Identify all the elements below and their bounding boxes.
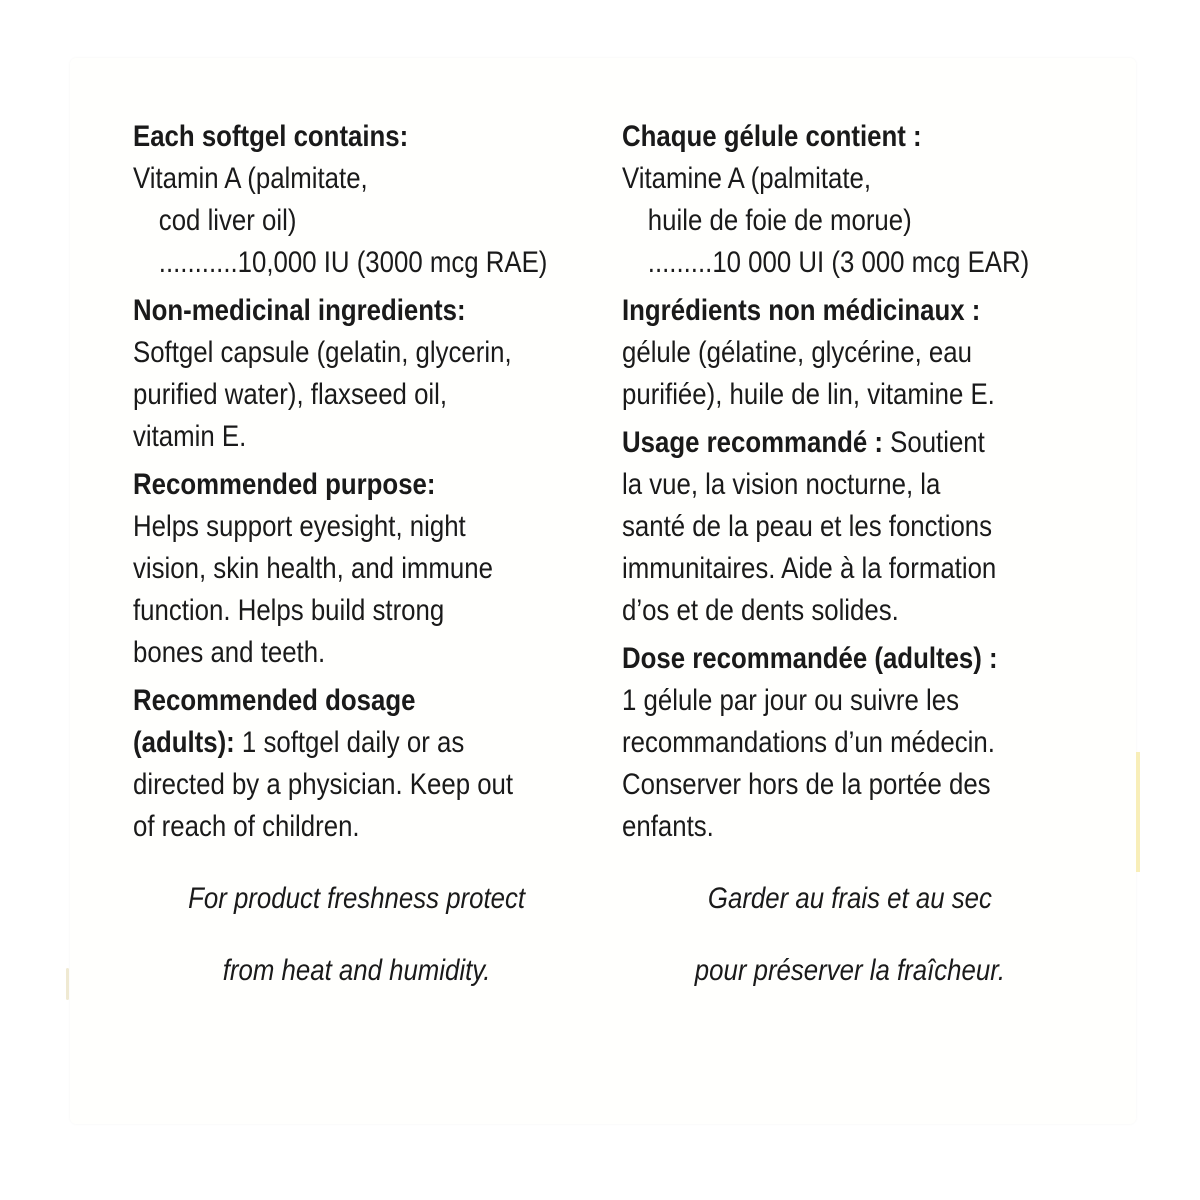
english-column	[133, 116, 580, 1022]
fr-contains-heading: Chaque gélule contient :	[622, 120, 922, 153]
fr-usage-line: d’os et de dents solides.	[622, 594, 899, 627]
en-contains-line2: cod liver oil)	[158, 204, 297, 237]
fr-usage-text: Soutient	[882, 426, 985, 459]
en-dosage-text: 1 softgel daily or as	[234, 726, 465, 759]
fr-usage-line	[622, 422, 1078, 464]
en-dosage-line: directed by a physician. Keep out	[133, 768, 514, 801]
en-storage-note	[133, 878, 580, 992]
en-ingredients-heading: Non-medicinal ingredients:	[133, 294, 466, 327]
fr-storage-line: pour préserver la fraîcheur.	[694, 954, 1006, 987]
fr-contains-line1: Vitamine A (palmitate,	[622, 162, 872, 195]
en-contains-section	[133, 116, 580, 284]
fr-usage-line: immunitaires. Aide à la formation	[622, 552, 997, 585]
fr-storage-note	[622, 878, 1078, 992]
en-ingredients-line: purified water), flaxseed oil,	[133, 378, 448, 411]
en-storage-line: from heat and humidity.	[222, 954, 491, 987]
fr-usage-heading: Usage recommandé :	[622, 426, 883, 459]
fr-dose-line: 1 gélule par jour ou suivre les	[622, 684, 960, 717]
left-edge-mark	[66, 968, 69, 1000]
en-ingredients-section	[133, 290, 580, 458]
fr-dose-line: recommandations d’un médecin.	[622, 726, 995, 759]
en-purpose-section	[133, 464, 580, 674]
fr-dose-line: Conserver hors de la portée des	[622, 768, 991, 801]
en-dosage-line	[133, 722, 580, 764]
fr-storage-line: Garder au frais et au sec	[707, 882, 992, 915]
en-dosage-heading: Recommended dosage	[133, 684, 416, 717]
en-contains-heading: Each softgel contains:	[133, 120, 409, 153]
fr-dose-heading: Dose recommandée (adultes) :	[622, 642, 998, 675]
fr-contains-section	[622, 116, 1078, 284]
fr-dose-section	[622, 638, 1078, 848]
en-ingredients-line: vitamin E.	[133, 420, 247, 453]
fr-usage-line: santé de la peau et les fonctions	[622, 510, 993, 543]
en-ingredients-line: Softgel capsule (gelatin, glycerin,	[133, 336, 512, 369]
en-storage-line: For product freshness protect	[188, 882, 526, 915]
en-dosage-heading-adults: (adults):	[133, 726, 235, 759]
en-dosage-section	[133, 680, 580, 848]
fr-contains-line2: huile de foie de morue)	[647, 204, 912, 237]
fr-usage-section	[622, 422, 1078, 632]
fr-ingredients-heading: Ingrédients non médicinaux :	[622, 294, 981, 327]
fr-ingredients-line: gélule (gélatine, glycérine, eau	[622, 336, 972, 369]
fr-ingredients-line: purifiée), huile de lin, vitamine E.	[622, 378, 995, 411]
fr-contains-line3: .........10 000 UI (3 000 mcg EAR)	[647, 246, 1030, 279]
en-purpose-line: vision, skin health, and immune	[133, 552, 493, 585]
en-purpose-heading: Recommended purpose:	[133, 468, 436, 501]
fr-usage-line: la vue, la vision nocturne, la	[622, 468, 941, 501]
en-dosage-line: of reach of children.	[133, 810, 360, 843]
en-purpose-line: function. Helps build strong	[133, 594, 445, 627]
en-contains-line3: ...........10,000 IU (3000 mcg RAE)	[158, 246, 548, 279]
en-purpose-line: bones and teeth.	[133, 636, 326, 669]
right-edge-mark	[1136, 752, 1140, 872]
french-column	[622, 116, 1078, 1022]
en-purpose-line: Helps support eyesight, night	[133, 510, 466, 543]
en-contains-line1: Vitamin A (palmitate,	[133, 162, 368, 195]
fr-ingredients-section	[622, 290, 1078, 416]
fr-dose-line: enfants.	[622, 810, 714, 843]
